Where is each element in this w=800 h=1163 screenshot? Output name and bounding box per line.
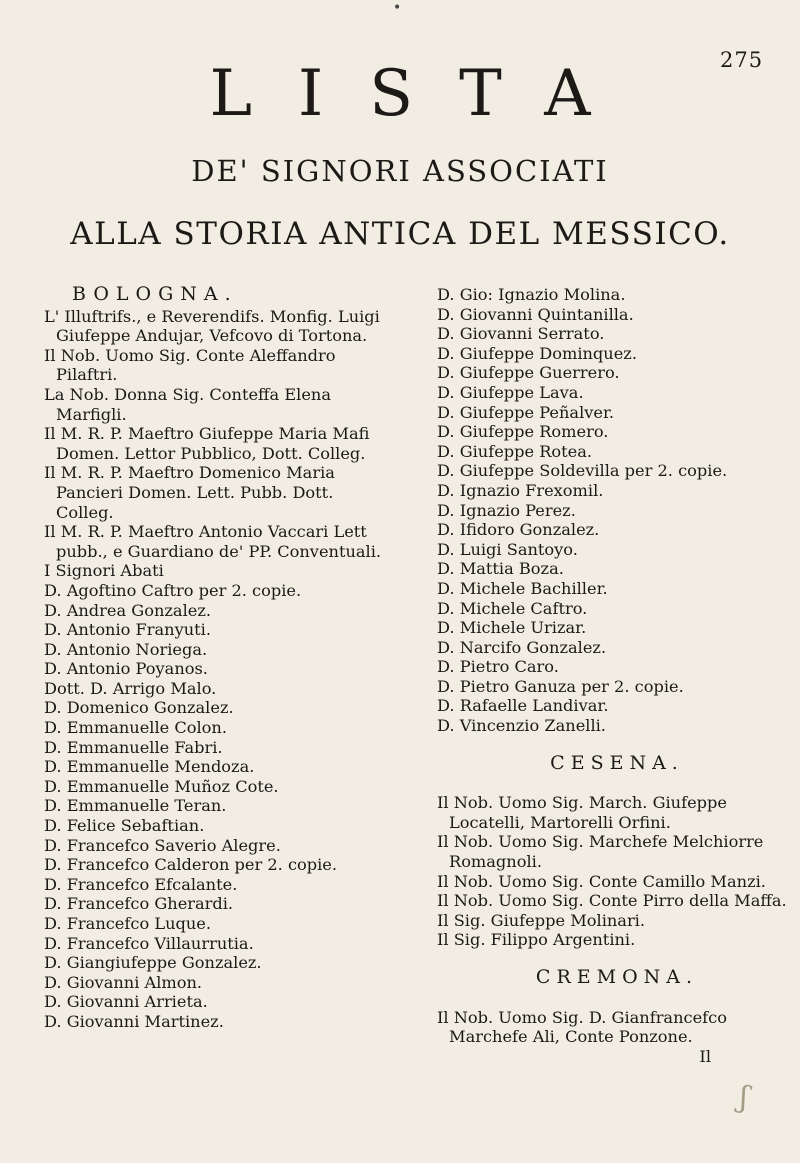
list-entry: D. Emmanuelle Muñoz Cote.	[44, 776, 279, 796]
list-entry: D. Ignazio Frexomil.	[437, 480, 604, 500]
page-number: 275	[720, 48, 764, 72]
catchword: Il	[699, 1046, 711, 1066]
list-entry: D. Giovanni Serrato.	[437, 324, 605, 344]
subscriber-list-cremona	[437, 1008, 797, 1047]
list-entry: D. Giufeppe Guerrero.	[437, 363, 620, 383]
list-entry: Il Nob. Uomo Sig. Marchefe Melchiorre Romagnoli.	[437, 832, 769, 872]
list-entry: I Signori Abati	[44, 561, 164, 581]
list-entry: Il Nob. Uomo Sig. Conte Aleffandro Pilaftri.	[44, 345, 341, 385]
city-heading-cesena: CESENA.	[550, 751, 684, 774]
list-entry: D. Emmanuelle Mendoza.	[44, 757, 255, 777]
list-entry: D. Michele Urizar.	[437, 618, 587, 638]
list-entry: Il Nob. Uomo Sig. Conte Pirro della Maffa.	[437, 891, 787, 911]
subscriber-list-left	[44, 307, 394, 1032]
list-entry: Il M. R. P. Maeftro Giufeppe Maria Mafi Domen. Lettor Pubblico, Dott. Colleg.	[44, 424, 375, 463]
list-entry: D. Andrea Gonzalez.	[44, 600, 211, 620]
list-entry: Il M. R. P. Maeftro Antonio Vaccari Lett pubb., e Guardiano de' PP. Conventuali.	[44, 522, 382, 561]
list-entry: Il Nob. Uomo Sig. Conte Camillo Manzi.	[437, 871, 766, 891]
list-entry: D. Rafaelle Landivar.	[437, 696, 609, 716]
list-entry: La Nob. Donna Sig. Conteffa Elena Marfigli.	[44, 384, 337, 424]
subscriber-list-right	[437, 285, 797, 736]
right-column	[437, 285, 797, 1066]
list-entry: D. Giovanni Arrieta.	[44, 992, 208, 1012]
list-entry: D. Felice Sebaftian.	[44, 816, 205, 836]
list-entry: D. Michele Bachiller.	[437, 578, 608, 598]
list-entry: L' Illuftrifs., e Reverendifs. Monfig. Luigi Giufeppe Andujar, Vefcovo di Tortona.	[44, 306, 385, 346]
list-entry: D. Ifidoro Gonzalez.	[437, 520, 600, 540]
list-entry: D. Mattia Boza.	[437, 559, 564, 579]
list-entry: D. Francefco Villaurrutia.	[44, 933, 254, 953]
list-entry: D. Giovanni Almon.	[44, 972, 203, 992]
list-entry: Il Nob. Uomo Sig. March. Giufeppe Locatelli, Martorelli Orfini.	[437, 793, 733, 832]
subscriber-list-cesena	[437, 793, 797, 950]
subtitle-line-2: ALLA STORIA ANTICA DEL MESSICO.	[70, 216, 730, 252]
city-heading-cremona: CREMONA.	[535, 966, 699, 988]
corner-stain: ʃ	[736, 1079, 752, 1116]
list-entry: Il Sig. Filippo Argentini.	[437, 930, 636, 950]
list-entry: D. Pietro Ganuza per 2. copie.	[437, 676, 684, 696]
list-entry: D. Giufeppe Peñalver.	[437, 402, 615, 422]
list-entry: D. Narcifo Gonzalez.	[437, 637, 607, 657]
list-entry: D. Agoftino Caftro per 2. copie.	[44, 580, 302, 600]
list-entry: D. Michele Caftro.	[437, 598, 588, 618]
list-entry: D. Giovanni Quintanilla.	[437, 304, 634, 324]
list-entry: D. Gio: Ignazio Molina.	[437, 285, 626, 304]
page-title: LISTA	[209, 57, 637, 131]
list-entry: D. Emmanuelle Teran.	[44, 796, 227, 816]
list-entry: Dott. D. Arrigo Malo.	[44, 678, 217, 698]
city-heading-bologna: BOLOGNA.	[72, 283, 238, 305]
list-entry: D. Francefco Efcalante.	[44, 874, 238, 894]
list-entry: D. Francefco Saverio Alegre.	[44, 835, 281, 855]
list-entry: D. Emmanuelle Colon.	[44, 718, 227, 738]
list-entry: D. Giufeppe Lava.	[437, 382, 584, 402]
list-entry: D. Francefco Calderon per 2. copie.	[44, 855, 338, 875]
list-entry: D. Giufeppe Rotea.	[437, 441, 593, 461]
list-entry: D. Giangiufeppe Gonzalez.	[44, 953, 262, 973]
list-entry: D. Luigi Santoyo.	[437, 539, 578, 559]
list-entry: D. Antonio Noriega.	[44, 639, 208, 659]
list-entry: D. Emmanuelle Fabri.	[44, 737, 223, 757]
list-entry: D. Giovanni Martinez.	[44, 1011, 224, 1031]
list-entry: Il Sig. Giufeppe Molinari.	[437, 910, 646, 930]
list-entry: D. Francefco Luque.	[44, 914, 212, 933]
list-entry: D. Domenico Gonzalez.	[44, 698, 234, 718]
list-entry: D. Giufeppe Dominquez.	[437, 343, 637, 363]
list-entry: D. Giufeppe Romero.	[437, 422, 609, 442]
list-entry: D. Pietro Caro.	[437, 657, 559, 677]
subtitle: DE' SIGNORI ASSOCIATI	[191, 154, 609, 188]
list-entry: D. Francefco Gherardi.	[44, 894, 234, 914]
list-entry: Il M. R. P. Maeftro Domenico Maria Pancieri Domen. Lett. Pubb. Dott. Colleg.	[44, 463, 341, 522]
list-entry: D. Antonio Franyuti.	[44, 620, 211, 640]
list-entry: D. Antonio Poyanos.	[44, 659, 208, 679]
list-entry: Il Nob. Uomo Sig. D. Gianfrancefco Marchefe Ali, Conte Ponzone.	[437, 1007, 733, 1047]
left-column	[44, 285, 394, 1032]
list-entry: D. Ignazio Perez.	[437, 500, 576, 520]
list-entry: D. Giufeppe Soldevilla per 2. copie.	[437, 461, 728, 481]
list-entry: D. Vincenzio Zanelli.	[437, 716, 606, 736]
top-ink-mark: •	[393, 0, 402, 16]
